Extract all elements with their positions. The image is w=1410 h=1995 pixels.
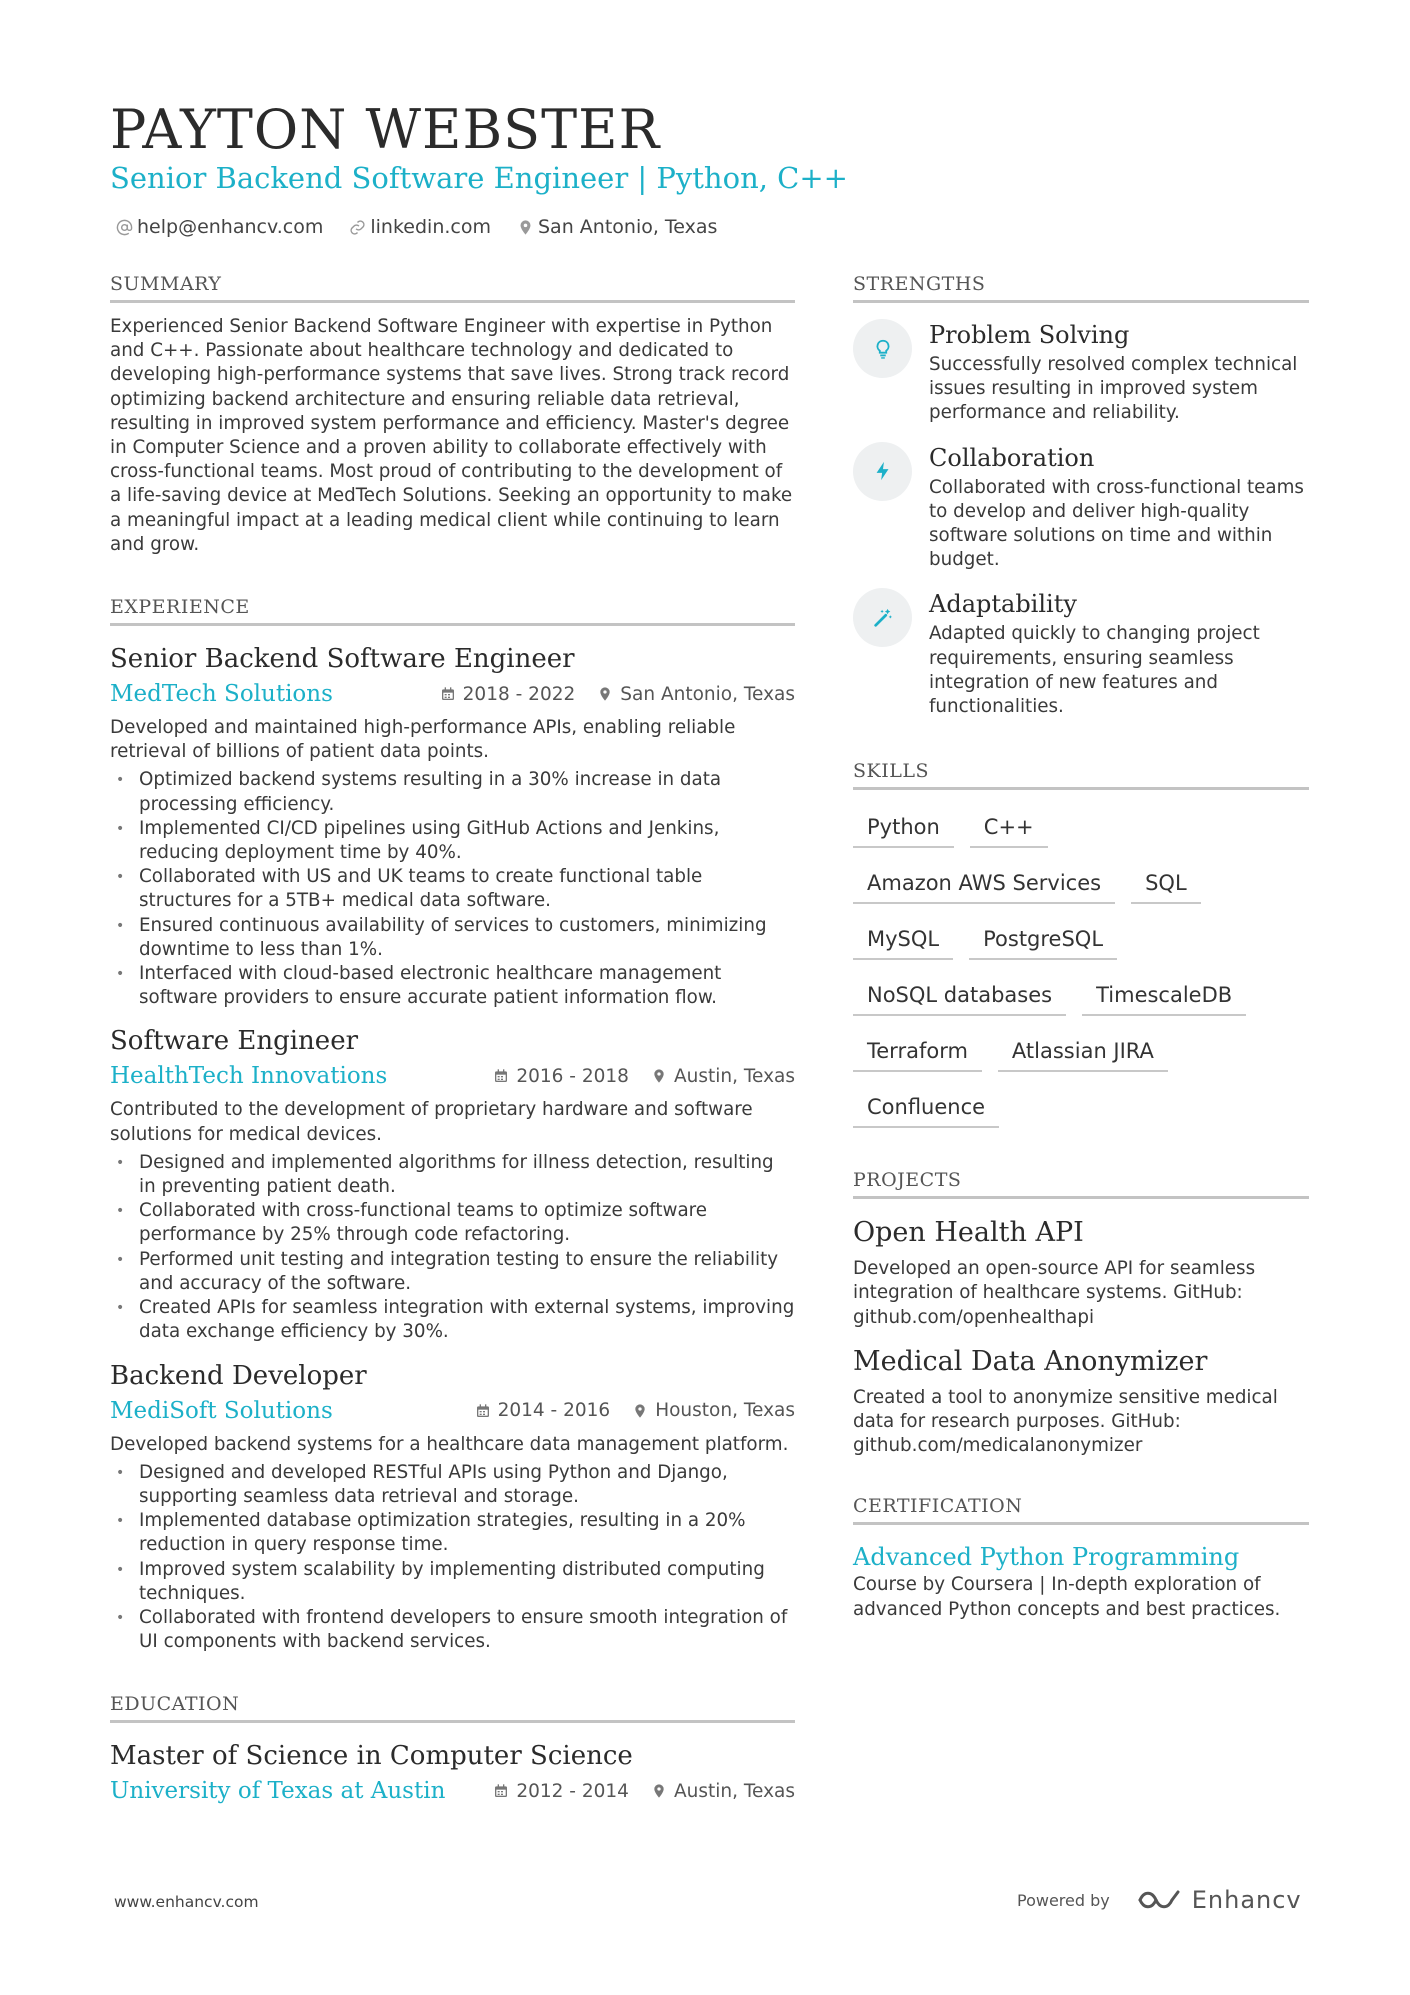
at-icon: [116, 219, 133, 236]
certification-section: [853, 1494, 1309, 1621]
strength-description: Collaborated with cross-functional teams to develop and deliver high-quality software solutions on time and within budget.: [929, 476, 1304, 571]
calendar-icon: [475, 1403, 491, 1419]
location-pin-icon: [597, 686, 613, 702]
job-meta: [110, 678, 795, 710]
skills-list: [853, 812, 1309, 1128]
skill-tag: MySQL: [853, 924, 953, 960]
location-pin-icon: [632, 1403, 648, 1419]
strength-item: [853, 319, 1309, 426]
project-description: Created a tool to anonymize sensitive medical data for research purposes. GitHub: github.com/medicalanonymizer: [853, 1386, 1278, 1457]
job-entry: [110, 1359, 795, 1655]
skill-tag: C++: [970, 812, 1048, 848]
location-pin-icon: [651, 1783, 667, 1799]
list-item: • Interfaced with cloud-based electronic healthcare management software providers to ensure accurate patient information flow.: [110, 962, 795, 1010]
enhancv-logo-icon: [1136, 1887, 1184, 1913]
lightning-bolt-icon: [872, 460, 894, 482]
summary-heading: SUMMARY: [110, 272, 795, 303]
education-school: University of Texas at Austin: [110, 1778, 446, 1805]
strength-title: Adaptability: [929, 590, 1077, 619]
certification-description: Course by Coursera | In-depth exploration of advanced Python concepts and best practices.: [853, 1574, 1281, 1620]
summary-text: Experienced Senior Backend Software Engineer with expertise in Python and C++. Passionate about healthcare technology and dedicated to developing high-performance systems that save lives. Strong track record optimizing backend architecture and ensuring reliable data retrieval, resulting in improved system performance and efficiency. Master's degree in Computer Science and a proven ability to collaborate effectively with cross-functional teams. Most proud of contributing to the development of a life-saving device at MedTech Solutions. Seeking an opportunity to make a meaningful impact at a leading medical client while continuing to learn and grow.: [110, 316, 793, 555]
job-meta: [110, 1395, 795, 1427]
footer-branding: [1017, 1886, 1302, 1914]
job-meta: [110, 1060, 795, 1092]
strength-description: Successfully resolved complex technical issues resulting in improved system performance and reliability.: [929, 354, 1298, 424]
list-item: • Designed and implemented algorithms for illness detection, resulting in preventing patient death.: [110, 1151, 795, 1199]
certification-title: Advanced Python Programming: [853, 1543, 1240, 1572]
job-entry: [110, 642, 795, 1010]
experience-heading: EXPERIENCE: [110, 595, 795, 626]
strength-title: Problem Solving: [929, 321, 1130, 349]
job-description: Contributed to the development of proprietary hardware and software solutions for medical devices.: [110, 1099, 753, 1145]
strength-item: [853, 442, 1309, 573]
contact-email[interactable]: [116, 214, 323, 240]
right-column: [853, 272, 1309, 1622]
skill-tag: SQL: [1131, 868, 1201, 904]
skill-tag: Python: [853, 812, 954, 848]
calendar-icon: [493, 1068, 509, 1084]
contact-linkedin-text: linkedin.com: [370, 216, 491, 238]
list-item: • Designed and developed RESTful APIs using Python and Django, supporting seamless data retrieval and storage.: [110, 1461, 795, 1509]
contact-email-text: help@enhancv.com: [137, 216, 324, 238]
job-title: Software Engineer: [110, 1026, 359, 1057]
contact-location-text: San Antonio, Texas: [538, 216, 718, 238]
education-entry: [110, 1739, 795, 1807]
location-pin-icon: [651, 1068, 667, 1084]
skill-tag: Atlassian JIRA: [998, 1036, 1168, 1072]
list-item: • Performed unit testing and integration testing to ensure the reliability and accuracy of the software.: [110, 1248, 795, 1296]
calendar-icon: [493, 1783, 509, 1799]
skills-section: [853, 759, 1309, 1128]
education-degree: Master of Science in Computer Science: [110, 1741, 633, 1772]
job-description: Developed and maintained high-performance APIs, enabling reliable retrieval of billions of patient data points.: [110, 717, 736, 763]
magic-wand-icon: [872, 607, 894, 629]
education-heading: EDUCATION: [110, 1692, 795, 1723]
list-item: • Collaborated with US and UK teams to create functional table structures for a 5TB+ medical data software.: [110, 865, 795, 913]
education-section: [110, 1692, 795, 1807]
list-item: • Implemented database optimization strategies, resulting in a 20% reduction in query response time.: [110, 1509, 795, 1557]
candidate-name: PAYTON WEBSTER: [110, 98, 661, 161]
skill-tag: PostgreSQL: [969, 924, 1117, 960]
brand-name: Enhancv: [1191, 1886, 1302, 1914]
job-dates: 2018 - 2022: [462, 683, 576, 705]
job-location: San Antonio, Texas: [620, 683, 795, 705]
job-location: Austin, Texas: [673, 1065, 795, 1087]
brand-logo[interactable]: [1136, 1886, 1302, 1914]
contact-linkedin[interactable]: [349, 214, 491, 240]
skill-tag: Amazon AWS Services: [853, 868, 1115, 904]
education-dates: 2012 - 2014: [516, 1780, 629, 1802]
job-dates: 2014 - 2016: [497, 1400, 611, 1421]
project-item: [853, 1215, 1309, 1330]
education-location: Austin, Texas: [673, 1780, 795, 1802]
list-item: • Collaborated with cross-functional teams to optimize software performance by 25% through code refactoring.: [110, 1199, 795, 1247]
list-item: • Collaborated with frontend developers to ensure smooth integration of UI components with backend services.: [110, 1606, 795, 1654]
job-dates: 2016 - 2018: [516, 1065, 629, 1087]
contact-location: [517, 214, 717, 240]
job-title: Senior Backend Software Engineer: [110, 644, 575, 675]
projects-section: [853, 1168, 1309, 1458]
job-company: MediSoft Solutions: [110, 1397, 333, 1424]
skill-tag: Confluence: [853, 1092, 999, 1128]
left-column: [110, 272, 795, 1807]
project-title: Medical Data Anonymizer: [853, 1345, 1208, 1377]
powered-by-label: Powered by: [1017, 1890, 1110, 1910]
lightbulb-icon: [872, 338, 894, 360]
projects-heading: PROJECTS: [853, 1168, 1309, 1199]
summary-section: [110, 272, 795, 557]
list-item: • Ensured continuous availability of services to customers, minimizing downtime to less than 1%.: [110, 914, 795, 962]
certification-item: [853, 1541, 1309, 1621]
certification-heading: CERTIFICATION: [853, 1494, 1309, 1525]
skills-heading: SKILLS: [853, 759, 1309, 790]
project-title: Open Health API: [853, 1217, 1084, 1249]
skill-tag: TimescaleDB: [1082, 980, 1246, 1016]
contact-bar: [116, 214, 717, 240]
job-description: Developed backend systems for a healthcare data management platform.: [110, 1433, 789, 1455]
project-description: Developed an open-source API for seamless integration of healthcare systems. GitHub: github.com/openhealthapi: [853, 1258, 1256, 1328]
strength-title: Collaboration: [929, 443, 1095, 472]
list-item: • Created APIs for seamless integration with external systems, improving data exchange efficiency by 30%.: [110, 1296, 795, 1344]
candidate-title: Senior Backend Software Engineer | Python, C++: [110, 161, 848, 195]
job-bullets: [110, 768, 795, 1010]
list-item: • Optimized backend systems resulting in a 30% increase in data processing efficiency.: [110, 768, 795, 816]
list-item: • Improved system scalability by implementing distributed computing techniques.: [110, 1558, 795, 1606]
job-bullets: [110, 1151, 795, 1345]
strengths-heading: STRENGTHS: [853, 272, 1309, 303]
location-pin-icon: [517, 219, 534, 236]
link-icon: [349, 219, 366, 236]
list-item: • Implemented CI/CD pipelines using GitHub Actions and Jenkins, reducing deployment time by 40%.: [110, 817, 795, 865]
job-entry: [110, 1024, 795, 1344]
skill-tag: NoSQL databases: [853, 980, 1066, 1016]
strength-item: [853, 588, 1309, 719]
calendar-icon: [440, 686, 456, 702]
job-title: Backend Developer: [110, 1360, 367, 1391]
experience-section: [110, 595, 795, 1654]
strengths-section: [853, 272, 1309, 719]
footer-website[interactable]: www.enhancv.com: [114, 1893, 259, 1911]
job-location: Houston, Texas: [655, 1400, 795, 1421]
job-company: MedTech Solutions: [110, 681, 333, 708]
job-company: HealthTech Innovations: [110, 1063, 388, 1090]
project-item: [853, 1344, 1309, 1459]
skill-tag: Terraform: [853, 1036, 982, 1072]
strength-description: Adapted quickly to changing project requirements, ensuring seamless integration of new features and functionalities.: [929, 623, 1260, 718]
job-bullets: [110, 1461, 795, 1655]
